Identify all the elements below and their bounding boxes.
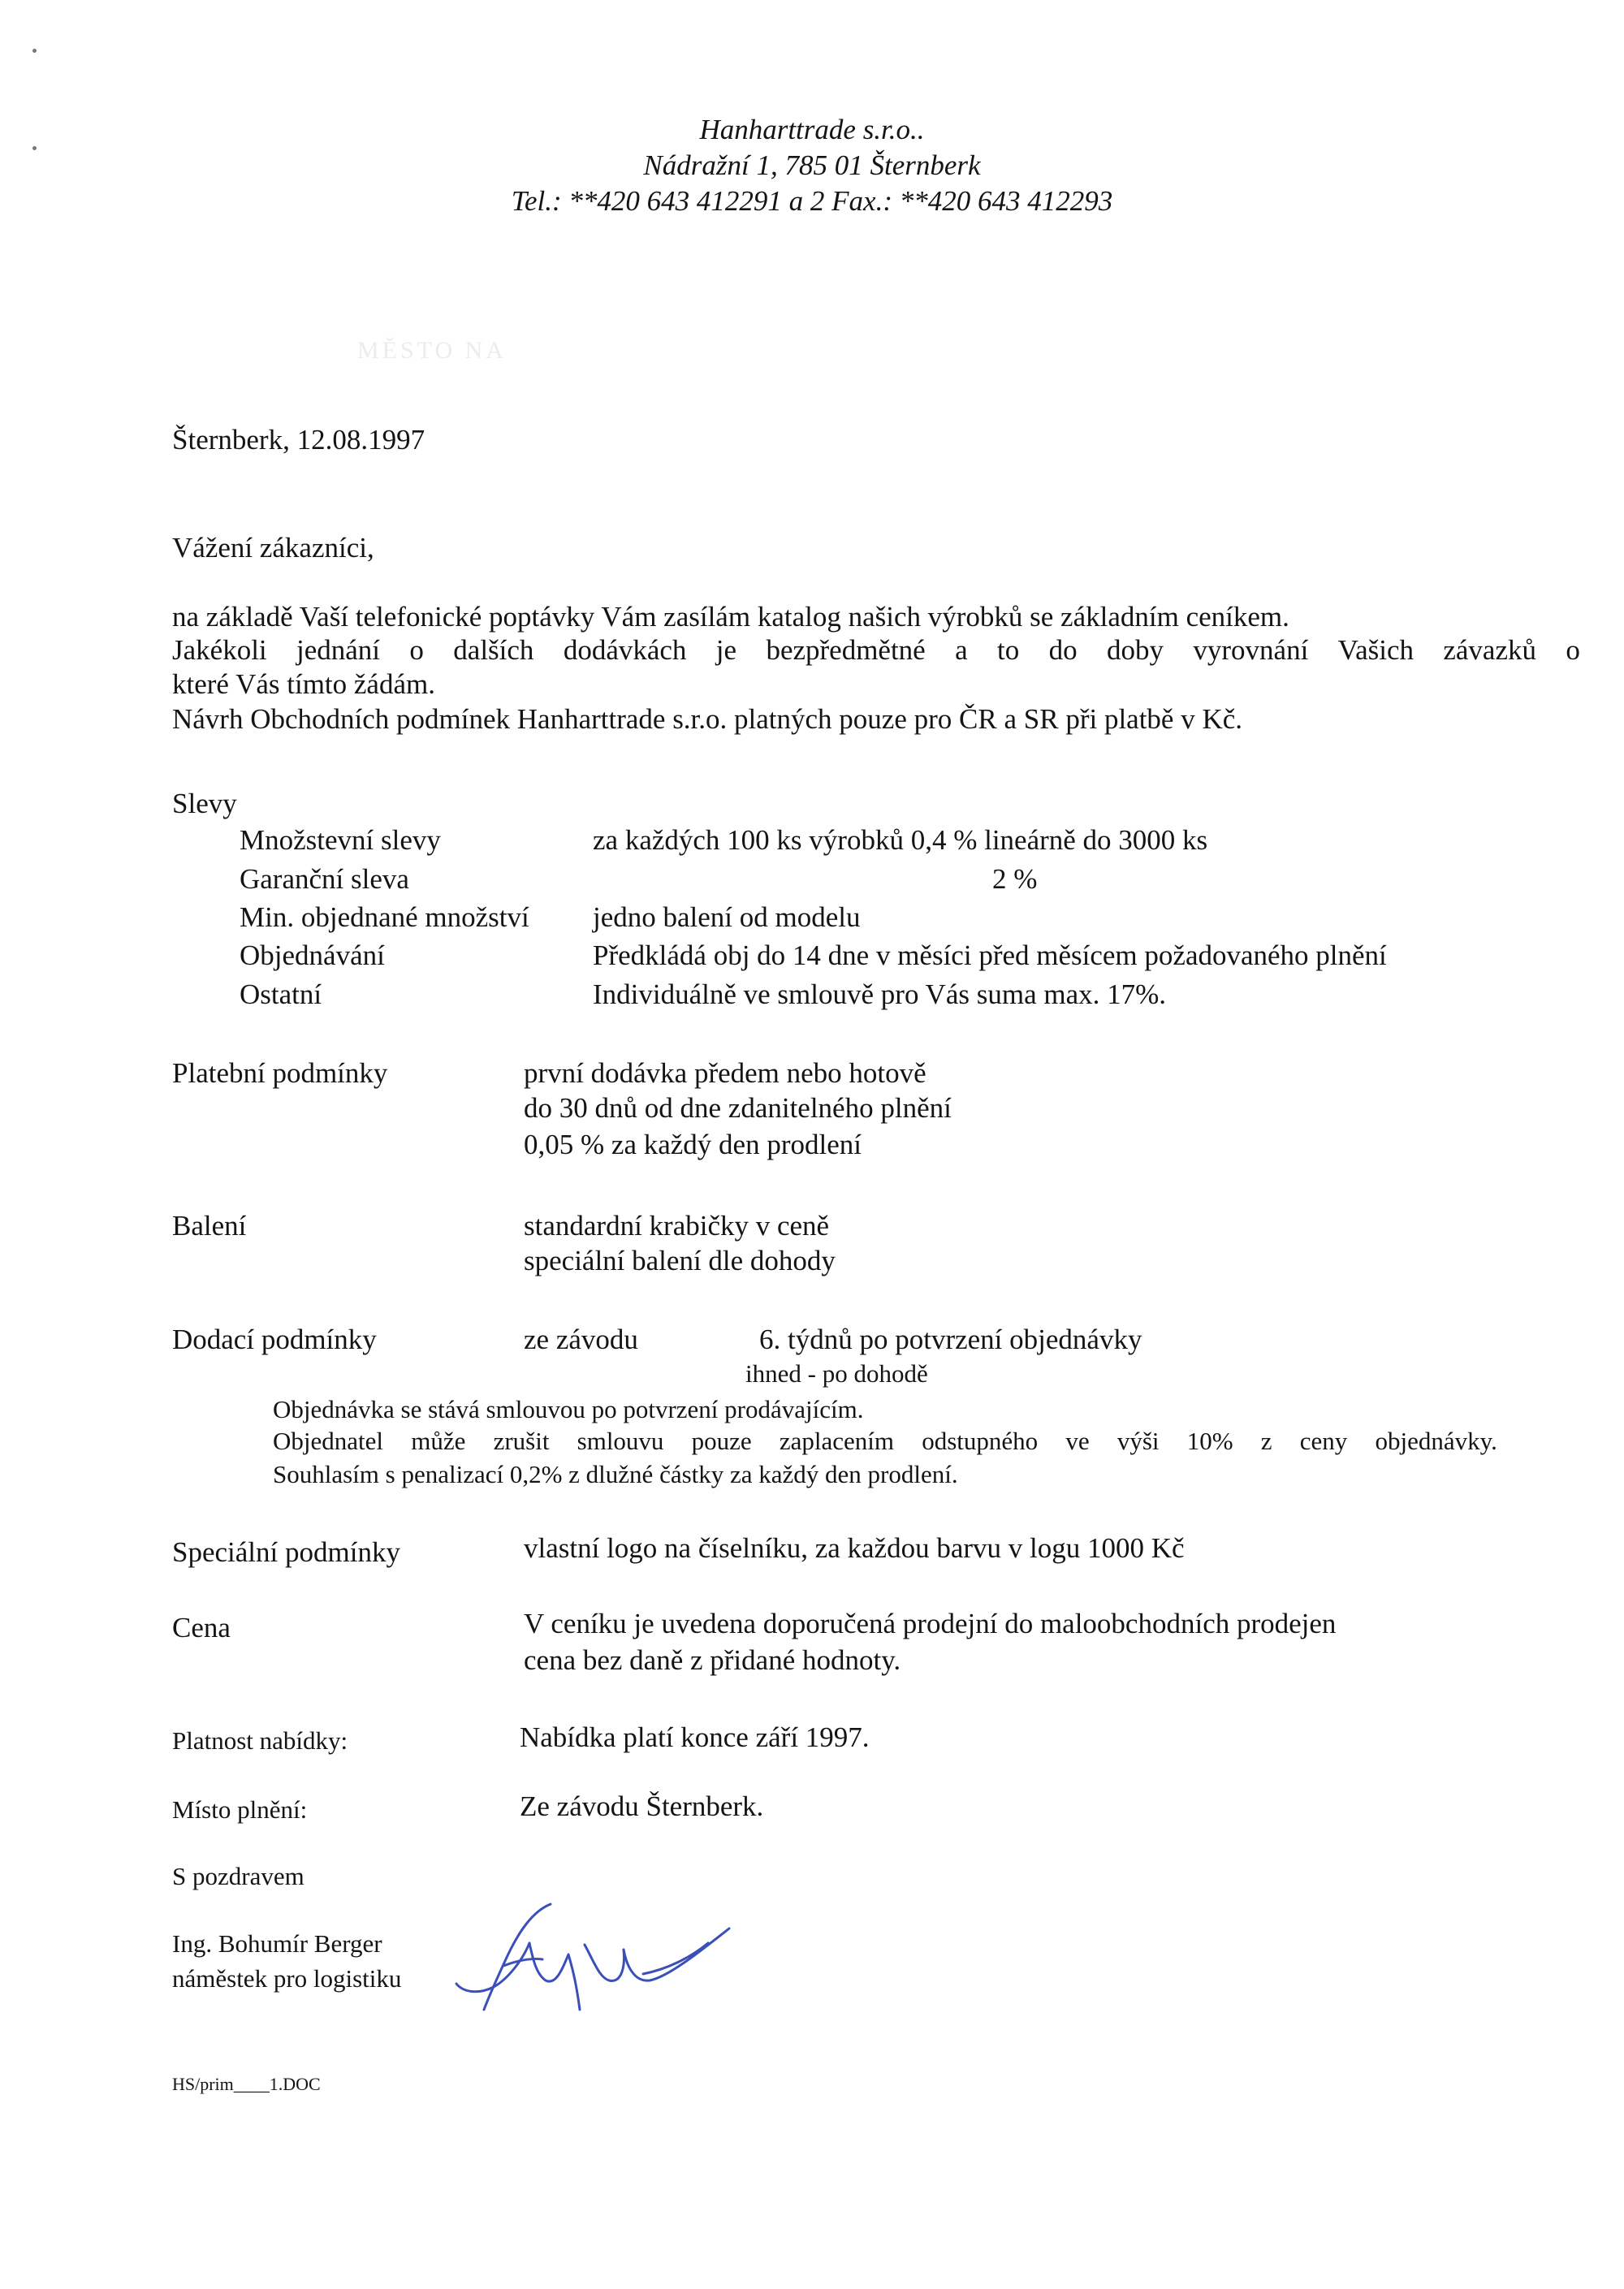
packaging-line: speciální balení dle dohody [524,1245,836,1276]
discount-label: Garanční sleva [240,863,409,895]
discount-value: 2 % [992,863,1038,895]
intro-word: do [1048,634,1078,666]
delivery-term-2: ihned - po dohodě [745,1359,928,1388]
place-date: Šternberk, 12.08.1997 [172,424,425,456]
handwritten-signature [455,1896,731,2018]
faded-bleedthrough-text: MĚSTO NA [357,337,507,364]
place-value: Ze závodu Šternberk. [520,1790,764,1822]
note-word: zrušit [493,1427,550,1455]
note-word: ve [1065,1427,1090,1455]
note-word: může [411,1427,466,1455]
discount-value: jedno balení od modelu [593,901,861,933]
company-address: Nádražní 1, 785 01 Šternberk [643,149,981,181]
intro-word: to [997,634,1020,666]
delivery-label: Dodací podmínky [172,1324,377,1355]
delivery-note-3: Souhlasím s penalizací 0,2% z dlužné částky za každý den prodlení. [273,1460,958,1488]
delivery-source: ze závodu [524,1324,638,1355]
note-word: zaplacením [779,1427,895,1455]
salutation: Vážení zákazníci, [172,532,374,564]
packaging-label: Balení [172,1210,247,1242]
price-line: cena bez daně z přidané hodnoty. [524,1644,901,1676]
discount-value: Předkládá obj do 14 dne v měsíci před měsícem požadovaného plnění [593,939,1387,971]
intro-word: o [409,634,424,666]
discount-label: Objednávání [240,939,385,971]
intro-line-3: které Vás tímto žádám. [172,668,435,700]
delivery-term: 6. týdnů po potvrzení objednávky [759,1324,1142,1355]
payment-label: Platební podmínky [172,1057,388,1089]
note-word: pouze [691,1427,752,1455]
payment-line: do 30 dnů od dne zdanitelného plnění [524,1092,952,1124]
discount-label: Min. objednané množství [240,901,529,933]
company-contact: Tel.: **420 643 412291 a 2 Fax.: **420 643 412293 [511,185,1113,217]
intro-word: dalších [453,634,534,666]
intro-word: Jakékoli [172,634,267,666]
payment-line: 0,05 % za každý den prodlení [524,1129,862,1160]
intro-word: dodávkách [563,634,687,666]
document-reference: HS/prim____1.DOC [172,2074,321,2094]
intro-line-4: Návrh Obchodních podmínek Hanharttrade s.r.o. platných pouze pro ČR a SR při platbě v Kč. [172,703,1243,735]
intro-line-1: na základě Vaší telefonické poptávky Vám zasílám katalog našich výrobků se základním ceníkem. [172,601,1289,633]
special-value: vlastní logo na číselníku, za každou barvu v logu 1000 Kč [524,1532,1185,1564]
note-word: z [1260,1427,1272,1455]
signer-title: náměstek pro logistiku [172,1964,402,1993]
intro-word: vyrovnání [1193,634,1309,666]
discounts-heading: Slevy [172,788,237,819]
note-word: Objednatel [273,1427,384,1455]
note-word: 10% [1186,1427,1233,1455]
intro-line-2 [172,634,1580,667]
intro-word: jednání [296,634,381,666]
scan-speck [32,49,37,53]
discount-value: Individuálně ve smlouvě pro Vás suma max. 17%. [593,978,1167,1010]
place-label: Místo plnění: [172,1795,308,1824]
discount-label: Ostatní [240,978,322,1010]
intro-word: bezpředmětné [766,634,926,666]
intro-word: závazků [1443,634,1536,666]
discount-label: Množstevní slevy [240,824,441,856]
payment-line: první dodávka předem nebo hotově [524,1057,926,1089]
price-label: Cena [172,1612,231,1643]
note-word: výši [1116,1427,1160,1455]
note-word: ceny [1299,1427,1348,1455]
intro-word: o [1566,634,1580,666]
note-word: odstupného [922,1427,1039,1455]
closing: S pozdravem [172,1862,304,1890]
price-line: V ceníku je uvedena doporučená prodejní do maloobchodních prodejen [524,1608,1337,1639]
delivery-note-1: Objednávka se stává smlouvou po potvrzení prodávajícím. [273,1395,864,1423]
validity-label: Platnost nabídky: [172,1726,348,1755]
note-word: objednávky. [1375,1427,1497,1455]
intro-word: a [955,634,968,666]
validity-value: Nabídka platí konce září 1997. [520,1721,870,1753]
intro-word: je [715,634,737,666]
intro-word: Vašich [1337,634,1414,666]
signer-name: Ing. Bohumír Berger [172,1929,382,1958]
intro-word: doby [1107,634,1164,666]
note-word: smlouvu [577,1427,664,1455]
packaging-line: standardní krabičky v ceně [524,1210,830,1242]
special-label: Speciální podmínky [172,1536,400,1568]
company-name: Hanharttrade s.r.o.. [699,114,925,145]
delivery-note-2 [273,1426,1497,1456]
discount-value: za každých 100 ks výrobků 0,4 % lineárně do 3000 ks [593,824,1208,856]
